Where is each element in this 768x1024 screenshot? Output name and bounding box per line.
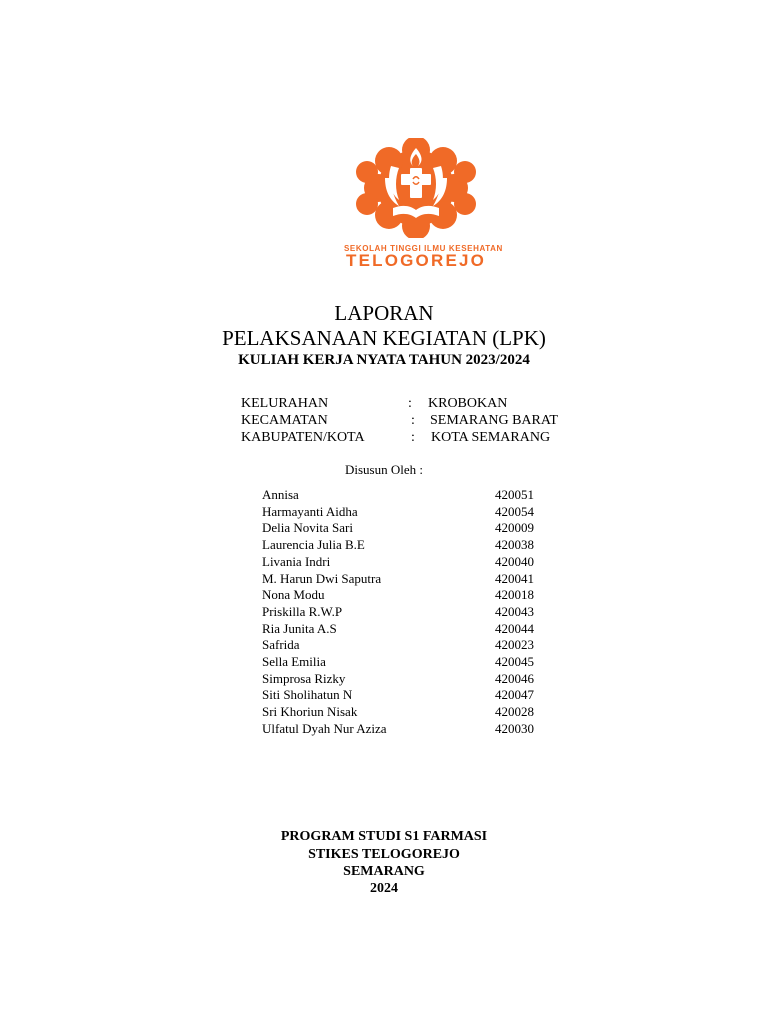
compiled-by-label: Disusun Oleh : [345, 462, 423, 477]
member-nim: 420040 [495, 554, 534, 569]
member-row [0, 554, 768, 571]
member-row [0, 571, 768, 588]
report-title: LAPORAN [334, 301, 434, 325]
member-nim: 420054 [495, 504, 534, 519]
member-row [0, 587, 768, 604]
kelurahan-label: KELURAHAN [241, 396, 329, 411]
kecamatan-separator: : [411, 413, 415, 428]
footer-city: SEMARANG [343, 864, 425, 879]
member-row [0, 537, 768, 554]
kelurahan-separator: : [408, 396, 412, 411]
logo-subtitle: SEKOLAH TINGGI ILMU KESEHATAN [344, 244, 503, 253]
member-row [0, 704, 768, 721]
member-row [0, 671, 768, 688]
member-nim: 420018 [495, 587, 534, 602]
member-name: Priskilla R.W.P [262, 604, 343, 619]
member-name: Delia Novita Sari [262, 520, 353, 535]
member-name: Ulfatul Dyah Nur Aziza [262, 721, 387, 736]
footer-program: PROGRAM STUDI S1 FARMASI [280, 829, 488, 844]
member-name: M. Harun Dwi Saputra [262, 571, 382, 586]
member-name: Laurencia Julia B.E [262, 537, 365, 552]
footer-year: 2024 [370, 881, 398, 896]
kecamatan-label: KECAMATAN [241, 413, 328, 428]
kabupaten-value: KOTA SEMARANG [431, 430, 551, 445]
member-nim: 420028 [495, 704, 534, 719]
member-name: Nona Modu [262, 587, 325, 602]
kabupaten-label: KABUPATEN/KOTA [241, 430, 365, 445]
stikes-logo-icon [349, 138, 483, 238]
member-nim: 420009 [495, 520, 534, 535]
member-nim: 420023 [495, 637, 534, 652]
member-name: Sella Emilia [262, 654, 326, 669]
member-nim: 420038 [495, 537, 534, 552]
member-row [0, 637, 768, 654]
member-row [0, 604, 768, 621]
member-name: Sri Khoriun Nisak [262, 704, 358, 719]
report-subtitle: PELAKSANAAN KEGIATAN (LPK) [222, 326, 546, 350]
member-row [0, 621, 768, 638]
kabupaten-separator: : [411, 430, 415, 445]
member-name: Harmayanti Aidha [262, 504, 358, 519]
member-nim: 420047 [495, 687, 534, 702]
member-row [0, 654, 768, 671]
member-name: Simprosa Rizky [262, 671, 346, 686]
logo-name: TELOGOREJO [346, 251, 487, 270]
kelurahan-value: KROBOKAN [428, 396, 508, 411]
footer-institution: STIKES TELOGOREJO [308, 847, 460, 862]
member-nim: 420045 [495, 654, 534, 669]
member-row [0, 687, 768, 704]
member-name: Livania Indri [262, 554, 331, 569]
member-row [0, 520, 768, 537]
member-name: Siti Sholihatun N [262, 687, 353, 702]
kecamatan-value: SEMARANG BARAT [430, 413, 558, 428]
member-name: Safrida [262, 637, 300, 652]
member-name: Ria Junita A.S [262, 621, 337, 636]
member-nim: 420044 [495, 621, 534, 636]
member-nim: 420041 [495, 571, 534, 586]
member-nim: 420046 [495, 671, 534, 686]
member-row [0, 504, 768, 521]
member-row [0, 487, 768, 504]
member-row [0, 721, 768, 738]
member-nim: 420043 [495, 604, 534, 619]
report-program-title: KULIAH KERJA NYATA TAHUN 2023/2024 [238, 352, 530, 368]
member-nim: 420030 [495, 721, 534, 736]
member-name: Annisa [262, 487, 299, 502]
member-nim: 420051 [495, 487, 534, 502]
